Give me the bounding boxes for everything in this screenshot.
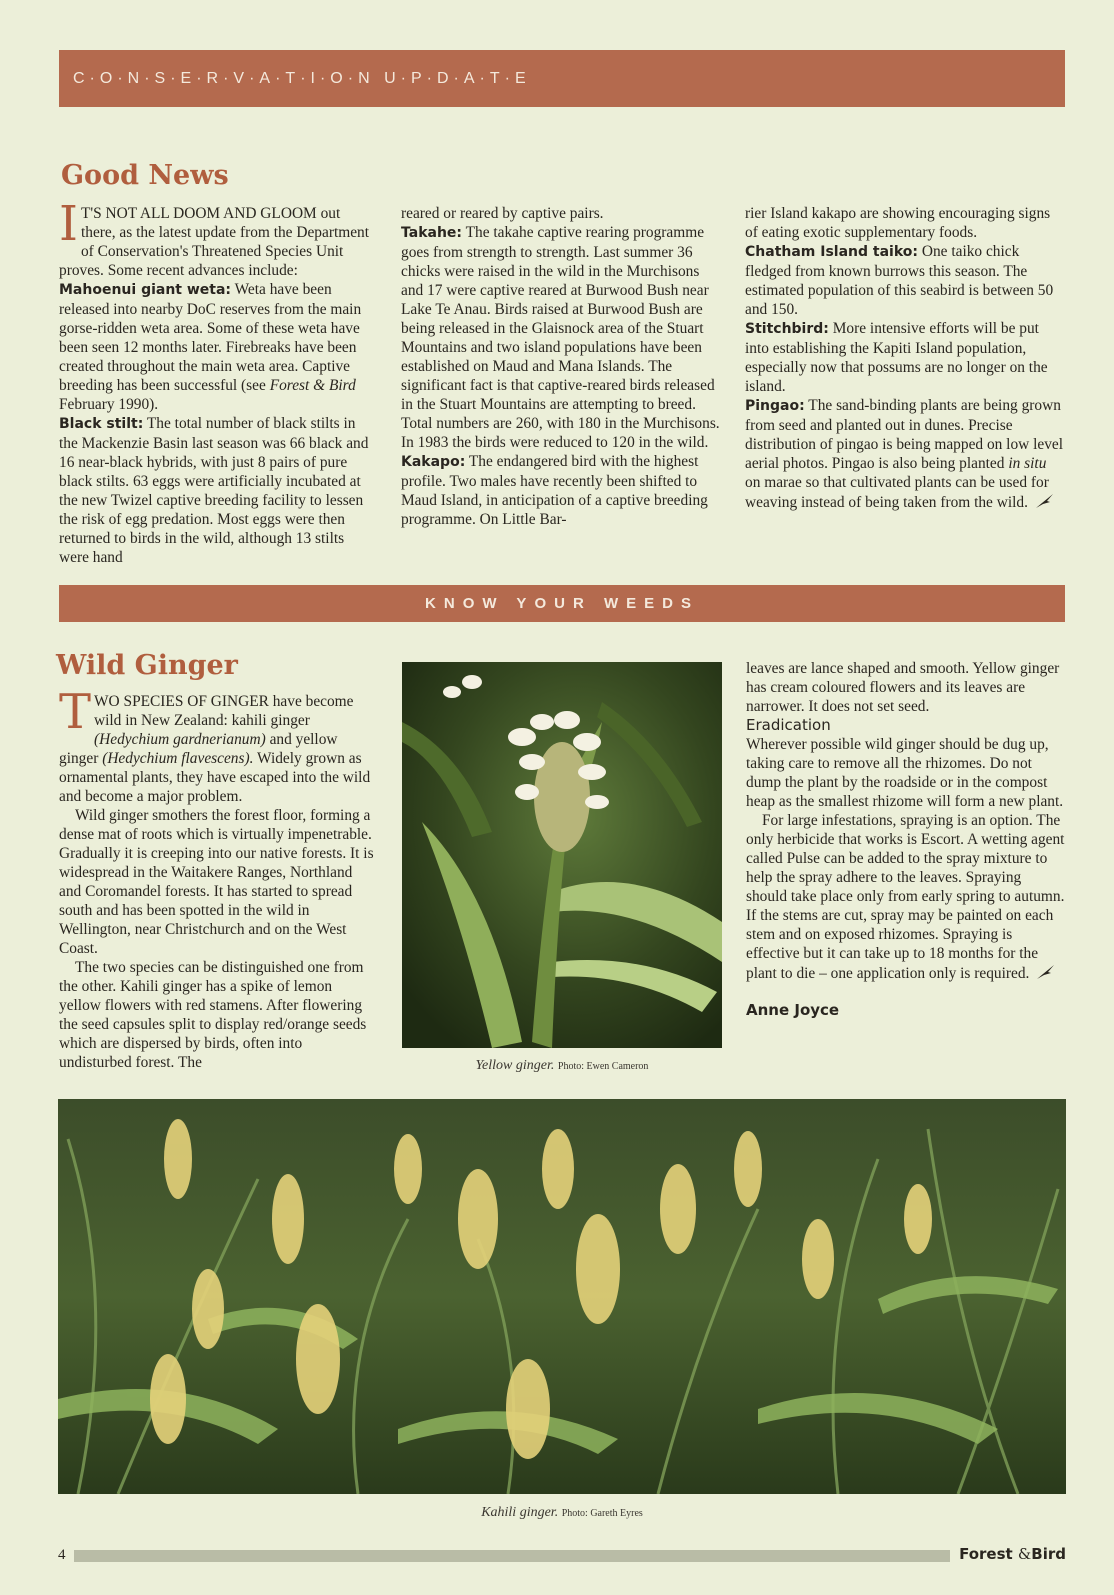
kahili-ginger-caption: Kahili ginger. Photo: Gareth Eyres [481,1505,643,1520]
magazine-title: Forest &Bird [959,1545,1066,1563]
end-mark-bird-icon [1035,492,1055,510]
drop-cap: T [59,684,92,740]
taiko-entry: Chatham Island taiko: One taiko chick fledged from known burrows this season. The estimated population of this seabird is between 50 and 150. [745,243,1054,318]
conservation-column-3: rier Island kakapo are showing encouraging signs of eating exotic supplementary foods. Chatham Island taiko: One taiko chick fledged from known burrows this season. The estimated population of this seabird is between 50 and 150. Stitchbird: More intensive efforts will be put into establishing the Kapiti Island population, especially now that possums are no longer on the island. Pingao: The sand-binding plants are being grown from seed and planted out in dunes. Precise distribution of pingao is being mapped on low level aerial photos. Pingao is also being planted in situ on marae so that cultivated plants can be used for weaving instead of being taken from the wild. [745,205,1064,511]
page-number: 4 [58,1547,66,1563]
kahili-ginger-photo [58,1099,1066,1494]
pingao-entry: Pingao: The sand-binding plants are being grown from seed and planted out in dunes. Precise distribution of pingao is being mapped on low level aerial photos. Pingao is also being planted in situ on marae so that cultivated plants can be used for weaving instead of being taken from the wild. [745,397,1064,511]
wild-ginger-headline: Wild Ginger [56,650,238,681]
banner-title: C·O·N·S·E·R·V·A·T·I·O·N U·P·D·A·T·E [73,69,531,87]
eradication-heading: Eradication [746,716,831,734]
ginger-paragraph-3: The two species can be distinguished one from the other. Kahili ginger has a spike of lemon yellow flowers with red stamens. After flowering the seed capsules split to display red/orange seeds which are dispersed by birds, often into undisturbed forest. The [59,959,367,1071]
weeds-column-3: leaves are lance shaped and smooth. Yellow ginger has cream coloured flowers and its leaves are narrower. It does not set seed. Eradication Wherever possible wild ginger should be dug up, taking care to remove all the rhizomes. Do not dump the plant by the roadside or in the compost heap as the smallest rhizome will form a new plant. For large infestations, spraying is an option. The only herbicide that works is Escort. A wetting agent called Pulse can be added to the spray mixture to help the spray adhere to the leaves. Spraying should take place only from early spring to autumn. If the stems are cut, spray may be painted on each stem and on exposed rhizomes. Spraying is effective but it can take up to 18 months for the plant to die – one application only is required. Anne Joyce [746,660,1065,1019]
footer-rule [74,1550,950,1562]
ginger-paragraph-2: Wild ginger smothers the forest floor, forming a dense mat of roots which is virtually impenetrable. Gradually it is creeping into our native forests. It is widespread in the Waitakere Ranges, Northland and Coromandel forests. It has started to spread south and has been spotted in the wild in Wellington, near Christchurch and on the West Coast. [59,807,374,957]
eradication-paragraph-1: Wherever possible wild ginger should be dug up, taking care to remove all the rhizomes. Do not dump the plant by the roadside or in the compost heap as the smallest rhizome will form a new plant. [746,736,1064,810]
intro-paragraph: I T'S NOT ALL DOOM AND GLOOM out there, as the latest update from the Department of Conservation's Threatened Species Unit proves. Some recent advances include: [59,196,370,279]
banner-title: KNOW YOUR WEEDS [425,595,699,612]
yellow-ginger-photo [402,662,722,1048]
weeds-column-1 [59,684,377,1072]
good-news-headline: Good News [61,160,229,191]
ginger-paragraph-1: TWO SPECIES OF GINGER have become wild in New Zealand: kahili ginger (Hedychium gardnerianum) and yellow ginger (Hedychium flavescens). Widely grown as ornamental plants, they have escaped into the wild and become a major problem. [59,684,371,805]
weta-entry: Mahoenui giant weta: Weta have been released into nearby DoC reserves from the main gorse-ridden weta area. Some of these weta have been seen 12 months later. Firebreaks have been created throughout the main weta area. Captive breeding has been successful (see Forest & Bird February 1990). [59,281,362,413]
eradication-paragraph-2: For large infestations, spraying is an option. The only herbicide that works is Escort. A wetting agent called Pulse can be added to the spray mixture to help the spray adhere to the leaves. Spraying should take place only from early spring to autumn. If the stems are cut, spray may be painted on each stem and on exposed rhizomes. Spraying is effective but it can take up to 18 months for the plant to die – one application only is required. [746,812,1065,982]
takahe-entry: Takahe: The takahe captive rearing programme goes from strength to strength. Last summer 36 chicks were raised in the wild in the Murchisons and 17 were captive reared at Burwood Bush near Lake Te Anau. Birds raised at Burwood Bush are being released in the Glaisnock area of the Stuart Mountains and two island populations have been established on Maud and Mana Islands. The significant fact is that captive-reared birds released in the Stuart Mountains are attempting to breed. Total numbers are 260, with 180 in the Murchisons. In 1983 the birds were reduced to 120 in the wild. [401,224,720,451]
end-mark-bird-icon [1036,963,1056,981]
kakapo-entry: Kakapo: The endangered bird with the highest profile. Two males have recently been shifted to Maud Island, in anticipation of a captive breeding programme. On Little Bar- [401,453,708,528]
stitchbird-entry: Stitchbird: More intensive efforts will be put into establishing the Kapiti Island population, especially now that possums are no longer on the island. [745,320,1048,395]
yellow-ginger-caption: Yellow ginger. Photo: Ewen Cameron [475,1058,649,1073]
conservation-column-1 [59,196,377,567]
black-stilt-entry: Black stilt: The total number of black stilts in the Mackenzie Basin last season was 66 black and 16 near-black hybrids, with just 8 pairs of pure black stilts. 63 eggs were artificially incubated at the new Twizel captive breeding facility to lessen the risk of egg predation. Most eggs were then returned to birds in the wild, although 13 stilts were hand [59,415,369,566]
conservation-update-banner [59,50,1065,107]
yellow-ginger-image [402,662,722,1048]
know-your-weeds-banner [59,585,1065,622]
author-name: Anne Joyce [746,1001,840,1019]
kahili-ginger-image [58,1099,1066,1494]
conservation-column-2: reared or reared by captive pairs. Takahe: The takahe captive rearing programme goes from strength to strength. Last summer 36 chicks were raised in the wild in the Murchisons and 17 were captive reared at Burwood Bush near Lake Te Anau. Birds raised at Burwood Bush are being released in the Glaisnock area of the Stuart Mountains and two island populations have been established on Maud and Mana Islands. The significant fact is that captive-reared birds released in the Stuart Mountains are attempting to breed. Total numbers are 260, with 180 in the Murchisons. In 1983 the birds were reduced to 120 in the wild. Kakapo: The endangered bird with the highest profile. Two males have recently been shifted to Maud Island, in anticipation of a captive breeding programme. On Little Bar- [401,205,720,528]
drop-cap: I [59,196,78,252]
